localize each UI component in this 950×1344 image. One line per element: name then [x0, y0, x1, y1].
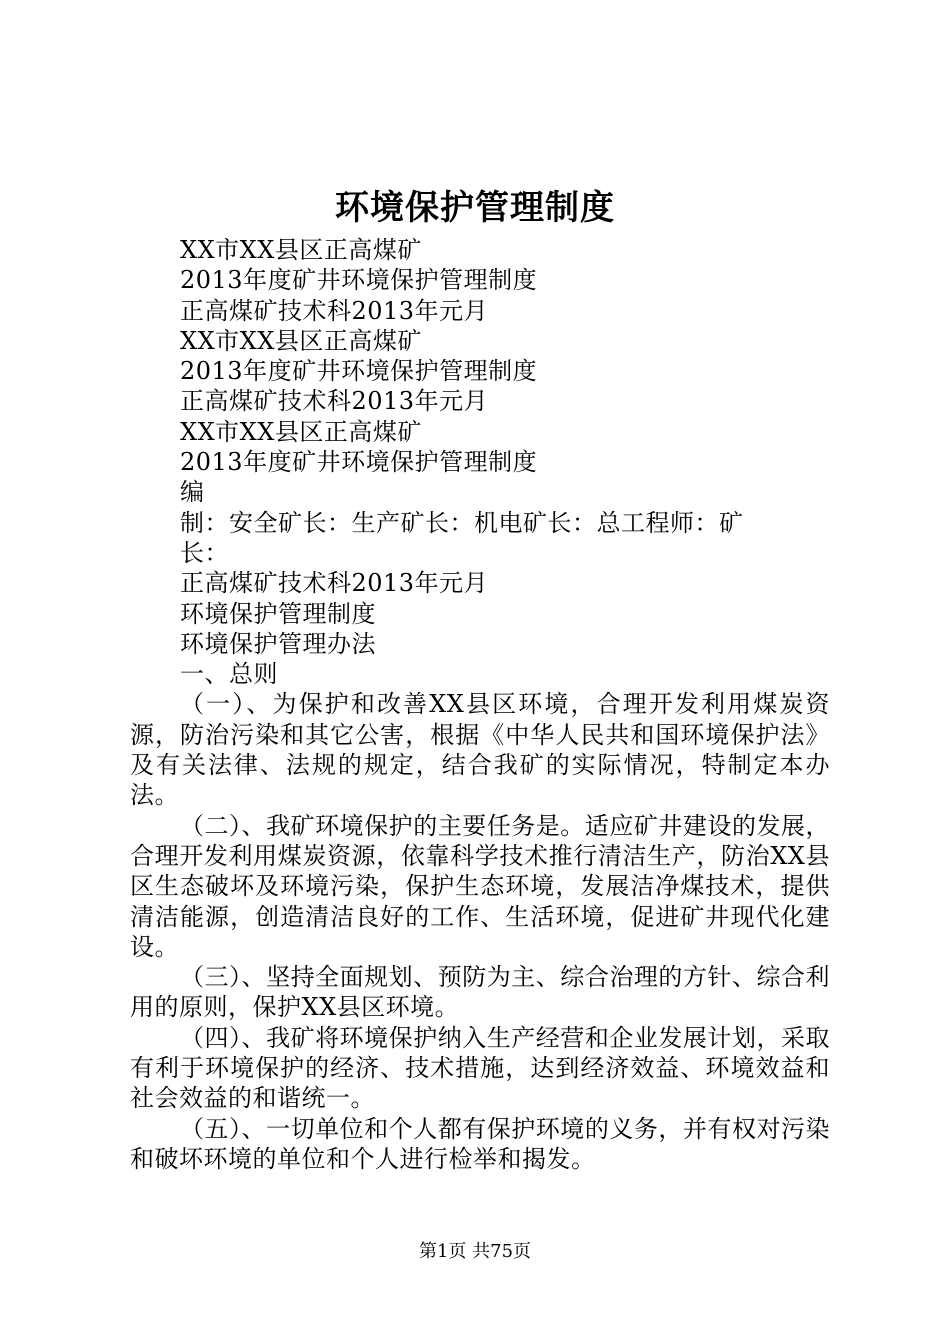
- text-line: 编: [180, 478, 205, 507]
- text-line: 环境保护管理办法: [180, 629, 376, 658]
- paragraph: （五）、一切单位和个人都有保护环境的义务，并有权对污染和破坏环境的单位和个人进行检举和揭发。: [130, 1114, 830, 1173]
- text-line: XX市XX县区正高煤矿: [180, 417, 422, 446]
- page-footer: 第1页 共75页: [418, 1241, 532, 1262]
- text-line: XX市XX县区正高煤矿: [180, 326, 422, 355]
- paragraph: （二）、我矿环境保护的主要任务是。适应矿井建设的发展，合理开发利用煤炭资源，依靠科学技术推行清洁生产，防治XX县区生态破坏及环境污染，保护生态环境，发展洁净煤技术，提供清洁能源，创造清洁良好的工作、生活环境，促进矿井现代化建设。: [130, 811, 830, 961]
- text-line: 2013年度矿井环境保护管理制度: [180, 266, 538, 295]
- text-line: 2013年度矿井环境保护管理制度: [180, 448, 538, 477]
- text-line: 2013年度矿井环境保护管理制度: [180, 357, 538, 386]
- text-line: XX市XX县区正高煤矿: [180, 236, 422, 264]
- text-line: 长：: [180, 538, 229, 567]
- text-line: 环境保护管理制度: [180, 599, 376, 628]
- text-line: 正高煤矿技术科2013年元月: [180, 569, 489, 598]
- text-line: 正高煤矿技术科2013年元月: [180, 296, 489, 325]
- paragraph: （一）、为保护和改善XX县区环境，合理开发利用煤炭资源，防治污染和其它公害，根据《中华人民共和国环境保护法》及有关法律、法规的规定，结合我矿的实际情况，特制定本办法。: [130, 690, 830, 810]
- paragraph: （四）、我矿将环境保护纳入生产经营和企业发展计划，采取有利于环境保护的经济、技术措施，达到经济效益、环境效益和社会效益的和谐统一。: [130, 1023, 830, 1113]
- text-line: 正高煤矿技术科2013年元月: [180, 387, 489, 416]
- text-line: 制：安全矿长：生产矿长：机电矿长：总工程师：矿: [180, 508, 744, 537]
- paragraph: （三）、坚持全面规划、预防为主、综合治理的方针、综合利用的原则，保护XX县区环境。: [130, 963, 830, 1022]
- document-title: 环境保护管理制度: [335, 188, 615, 228]
- document-body: [130, 235, 830, 1174]
- section-heading: 一、总则: [180, 660, 278, 689]
